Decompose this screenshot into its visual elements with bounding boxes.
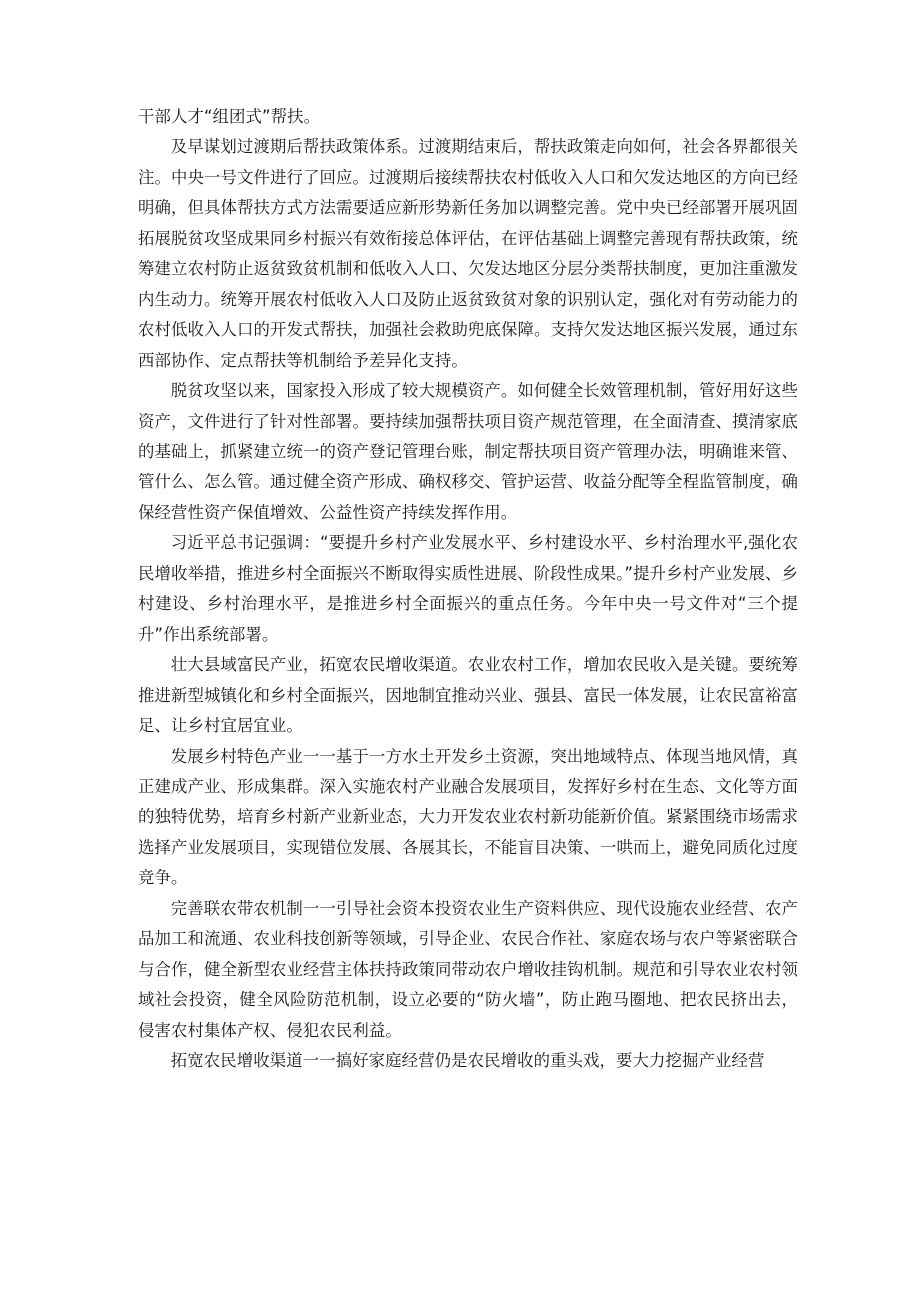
paragraph-farmer-linkage: 完善联农带农机制一一引导社会资本投资农业生产资料供应、现代设施农业经营、农产品加工和流通、农业科技创新等领域，引导企业、农民合作社、家庭农场与农户等紧密联合与合作，健全新型农业经营主体扶持政策同带动农户增收挂钩机制。规范和引导农业农村领域社会投资，健全风险防范机制，设立必要的“防火墙”，防止跑马圈地、把农民挤出去，侵害农村集体产权、侵犯农民利益。 xyxy=(138,898,798,1040)
paragraph-transition-policy: 及早谋划过渡期后帮扶政策体系。过渡期结束后，帮扶政策走向如何，社会各界都很关注。中央一号文件进行了回应。过渡期后接续帮扶农村低收入人口和欠发达地区的方向已经明确，但具体帮扶方式方法需要适应新形势新任务加以调整完善。党中央已经部署开展巩固拓展脱贫攻坚成果同乡村振兴有效衔接总体评估，在评估基础上调整完善现有帮扶政策，统筹建立农村防止返贫致贫机制和低收入人口、欠发达地区分层分类帮扶制度，更加注重激发内生动力。统筹开展农村低收入人口及防止返贫致贫对象的识别认定，强化对有劳动能力的农村低收入人口的开发式帮扶，加强社会救助兜底保障。支持欠发达地区振兴发展，通过东西部协作、定点帮扶等机制给予差异化支持。 xyxy=(138,137,798,370)
paragraph-continuation: 干部人才“组团式”帮扶。 xyxy=(138,107,321,126)
body-text xyxy=(138,102,798,1077)
paragraph-asset-management: 脱贫攻坚以来，国家投入形成了较大规模资产。如何健全长效管理机制，管好用好这些资产，文件进行了针对性部署。要持续加强帮扶项目资产规范管理，在全面清查、摸清家底的基础上，抓紧建立统一的资产登记管理台账，制定帮扶项目资产管理办法，明确谁来管、管什么、怎么管。通过健全资产形成、确权移交、管护运营、收益分配等全程监管制度，确保经营性资产保值增效、公益性资产持续发挥作用。 xyxy=(138,381,798,522)
paragraph-xi-quote: 习近平总书记强调：“要提升乡村产业发展水平、乡村建设水平、乡村治理水平,强化农民增收举措，推进乡村全面振兴不断取得实质性进展、阶段性成果。”提升乡村产业发展、乡村建设、乡村治理水平，是推进乡村全面振兴的重点任务。今年中央一号文件对“三个提升”作出系统部署。 xyxy=(138,533,799,644)
paragraph-income-channels: 拓宽农民增收渠道一一搞好家庭经营仍是农民增收的重头戏，要大力挖掘产业经营 xyxy=(170,1051,765,1071)
paragraph-county-industry: 壮大县域富民产业，拓宽农民增收渠道。农业农村工作，增加农民收入是关键。要统筹推进新型城镇化和乡村全面振兴，因地制宜推动兴业、强县、富民一体发展，让农民富裕富足、让乡村宜居宜业。 xyxy=(138,655,798,736)
paragraph-special-industry: 发展乡村特色产业一一基于一方水土开发乡土资源，突出地域特点、体现当地风情，真正建成产业、形成集群。深入实施农村产业融合发展项目，发挥好乡村在生态、文化等方面的独特优势，培育乡村新产业新业态，大力开发农业农村新功能新价值。紧紧围绕市场需求选择产业发展项目，实现错位发展、各展其长，不能盲目决策、一哄而上，避免同质化过度竞争。 xyxy=(138,746,798,888)
